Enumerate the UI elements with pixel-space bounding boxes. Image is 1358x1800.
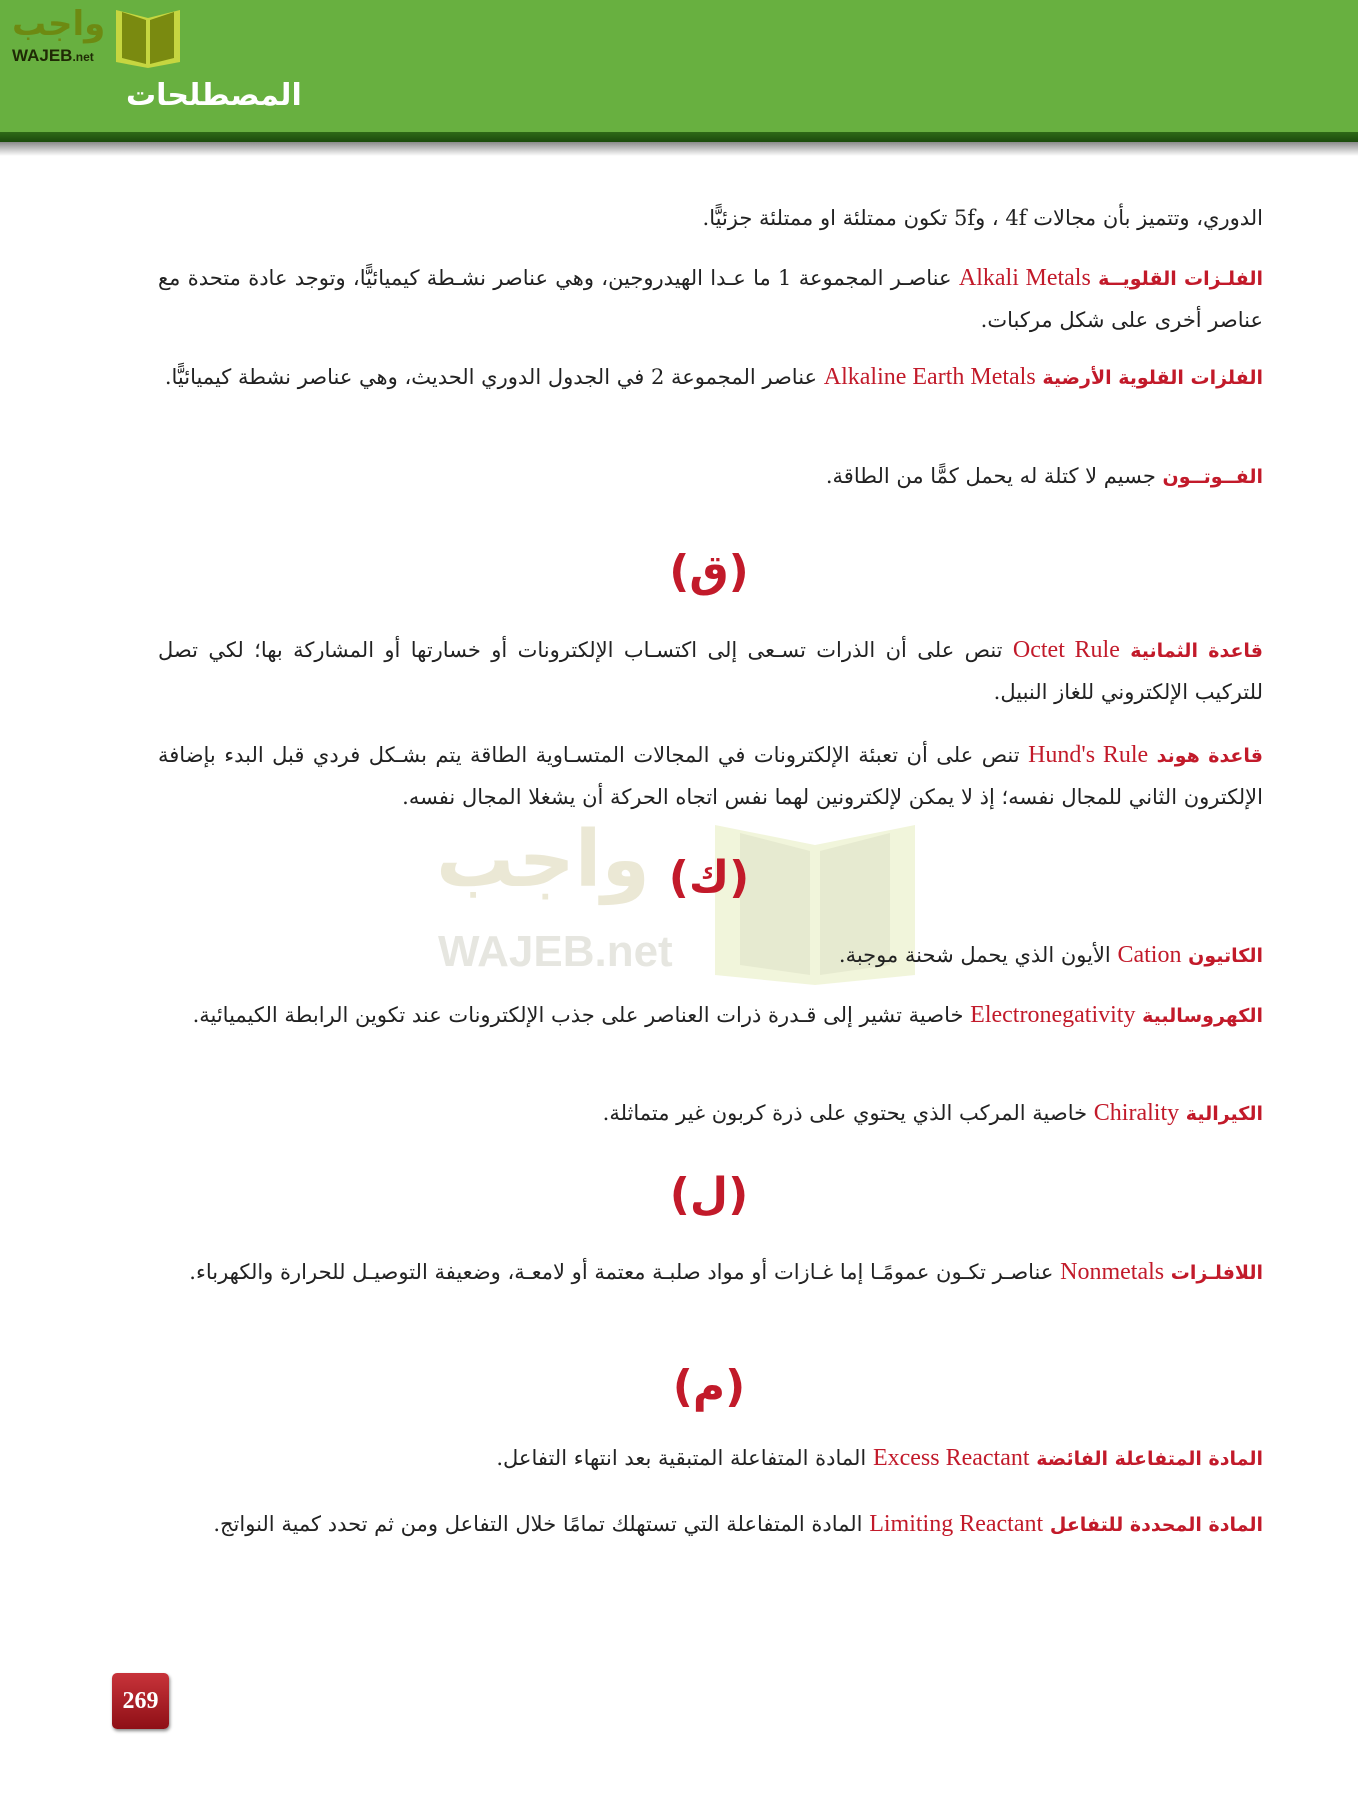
- term-ar: قاعدة الثمانية: [1130, 640, 1263, 662]
- section-letter: (ق): [669, 546, 749, 597]
- term-en: Cation: [1117, 942, 1182, 968]
- term-en: Alkaline Earth Metals: [823, 364, 1036, 390]
- definition: تنص على أن الذرات تسـعى إلى اكتسـاب الإلكترونات أو خسارتها أو المشاركة بها؛ لكي تصل للتركيب الإلكتروني للغاز النبيل.: [158, 638, 1263, 704]
- term-en: Electronegativity: [970, 1002, 1136, 1028]
- glossary-entry: [158, 258, 1263, 341]
- term-ar: المادة المتفاعلة الفائضة: [1036, 1448, 1263, 1470]
- definition: خاصية المركب الذي يحتوي على ذرة كربون غير متماثلة.: [602, 1101, 1088, 1125]
- header-shadow: [0, 142, 1358, 156]
- glossary-entry: [158, 357, 1263, 399]
- glossary-entry: [158, 735, 1263, 818]
- term-ar: الكهروسالبية: [1142, 1005, 1263, 1027]
- term-ar: الفلزات القلوية الأرضية: [1042, 367, 1263, 389]
- watermark-english: WAJEB.net: [438, 927, 673, 976]
- definition: خاصية تشير إلى قـدرة ذرات العناصر على جذب الإلكترونات عند تكوين الرابطة الكيميائية.: [192, 1003, 964, 1027]
- term-ar: الفــوتــون: [1162, 466, 1263, 488]
- term-ar: قاعدة هوند: [1156, 745, 1263, 767]
- definition: عناصـر المجموعة 1 ما عـدا الهيدروجين، وهي عناصر نشـطة كيميائيًّا، وتوجد عادة متحدة مع عناصر أخرى على شكل مركبات.: [158, 266, 1263, 332]
- term-en: Chirality: [1093, 1100, 1180, 1126]
- header-divider: [0, 132, 1358, 142]
- intro-text: الدوري، وتتميز بأن مجالات 4f ، و5f تكون ممتلئة او ممتلئة جزئيًّا.: [702, 206, 1263, 230]
- logo-english-text: WAJEB.net: [12, 46, 94, 65]
- term-en: Alkali Metals: [958, 265, 1091, 291]
- glossary-entry: [158, 630, 1263, 713]
- term-ar: المادة المحددة للتفاعل: [1049, 1514, 1263, 1536]
- glossary-entry: [158, 1438, 1263, 1480]
- glossary-entry: [158, 935, 1263, 977]
- section-letter: (ك): [668, 852, 750, 903]
- term-ar: الفلـزات القلويــة: [1098, 268, 1263, 290]
- term-en: Excess Reactant: [872, 1445, 1030, 1471]
- definition: الأيون الذي يحمل شحنة موجبة.: [838, 943, 1111, 967]
- glossary-entry: [158, 1252, 1263, 1294]
- glossary-entry: [158, 456, 1263, 498]
- glossary-entry: [158, 995, 1263, 1037]
- term-ar: اللافلـزات: [1170, 1262, 1263, 1284]
- definition: المادة المتفاعلة المتبقية بعد انتهاء التفاعل.: [496, 1446, 867, 1470]
- book-icon: [108, 6, 188, 70]
- section-letter: (م): [672, 1361, 746, 1412]
- definition: المادة المتفاعلة التي تستهلك تمامًا خلال التفاعل ومن ثم تحدد كمية النواتج.: [213, 1512, 863, 1536]
- term-en: Hund's Rule: [1028, 742, 1149, 768]
- term-en: Limiting Reactant: [869, 1511, 1044, 1537]
- definition: عناصر المجموعة 2 في الجدول الدوري الحديث، وهي عناصر نشطة كيميائيًّا.: [164, 365, 818, 389]
- term-en: Octet Rule: [1012, 637, 1120, 663]
- term-en: Nonmetals: [1060, 1259, 1165, 1285]
- term-ar: الكاتيون: [1188, 945, 1263, 967]
- glossary-entry: [158, 1093, 1263, 1135]
- wajeb-logo[interactable]: [8, 4, 193, 70]
- glossary-entry: [158, 1504, 1263, 1546]
- watermark-arabic: واجب: [436, 815, 651, 905]
- page-header: [0, 0, 1358, 132]
- page-title: المصطلحات: [126, 78, 302, 113]
- definition: عناصـر تكـون عمومًـا إما غـازات أو مواد صلبـة معتمة أو لامعـة، وضعيفة التوصيـل للحرارة والكهرباء.: [189, 1260, 1054, 1284]
- section-letter: (ل): [669, 1169, 749, 1220]
- logo-arabic-text: واجب: [12, 4, 106, 44]
- definition: جسيم لا كتلة له يحمل كمًّا من الطاقة.: [825, 464, 1156, 488]
- page-number: 269: [112, 1673, 169, 1729]
- definition: تنص على أن تعبئة الإلكترونات في المجالات المتسـاوية الطاقة يتم بشـكل فردي قبل البدء بإضافة الإلكترون الثاني للمجال نفسه؛ إذ لا يمكن لإلكترونين لهما نفس اتجاه الحركة أن يشغلا المجال نفسه.: [158, 743, 1263, 809]
- term-ar: الكيرالية: [1185, 1103, 1263, 1125]
